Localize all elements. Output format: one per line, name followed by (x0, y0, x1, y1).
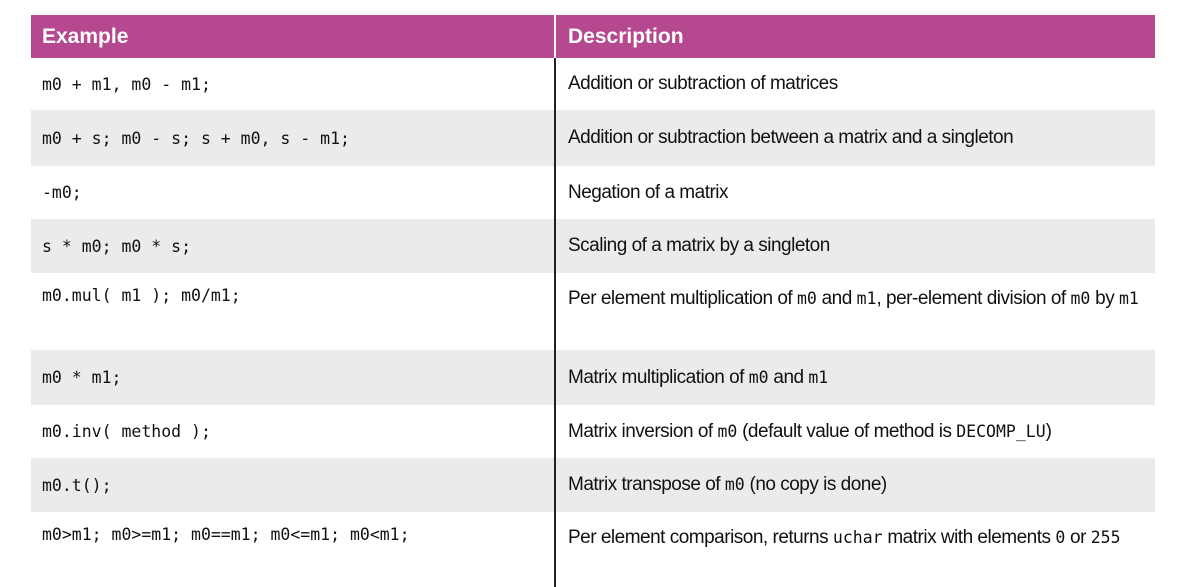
example-cell: m0.inv( method ); (42, 422, 211, 441)
description-text: Per element multiplication of (568, 288, 797, 309)
inline-code: 0 (1055, 528, 1066, 547)
inline-code: m1 (856, 289, 877, 308)
description-text: by (1090, 288, 1119, 309)
description-cell: Negation of a matrix (554, 166, 1155, 219)
example-cell: m0.mul( m1 ); m0/m1; (42, 286, 241, 305)
description-cell (554, 273, 1155, 350)
matrix-operations-table (31, 15, 1155, 587)
inline-code: 255 (1090, 528, 1121, 547)
example-cell: m0 * m1; (42, 368, 122, 387)
inline-code: m0 (796, 289, 817, 308)
description-cell (554, 405, 1155, 458)
inline-code: m1 (808, 367, 829, 387)
description-text: ) (1045, 420, 1052, 442)
description-text: Matrix transpose of (568, 474, 725, 495)
example-cell: s * m0; m0 * s; (42, 236, 192, 256)
table-row (31, 110, 1155, 166)
inline-code: uchar (832, 528, 883, 547)
table-row (31, 458, 1155, 512)
example-cell: m0.t(); (42, 475, 112, 495)
description-cell: Addition or subtraction of matrices (554, 58, 1155, 110)
description-cell (554, 350, 1155, 405)
description-text: Matrix inversion of (568, 420, 718, 442)
description-text: or (1065, 527, 1091, 548)
description-text: , per-element division of (876, 288, 1071, 309)
description-cell (554, 458, 1155, 512)
table-row (31, 273, 1155, 350)
table-row (31, 166, 1155, 219)
example-cell: m0 + m1, m0 - m1; (42, 74, 211, 94)
description-cell: Scaling of a matrix by a singleton (554, 219, 1155, 273)
example-cell: m0 + s; m0 - s; s + m0, s - m1; (42, 128, 350, 148)
description-text: Per element comparison, returns (568, 527, 833, 548)
description-text: and (768, 366, 809, 388)
table-row (31, 58, 1155, 110)
description-text: Matrix multiplication of (568, 366, 749, 388)
table-row (31, 350, 1155, 405)
description-cell (554, 512, 1155, 587)
header-example: Example (42, 24, 129, 48)
table-row (31, 219, 1155, 273)
description-text: (no copy is done) (744, 474, 887, 495)
table-row (31, 512, 1155, 587)
description-text: (default value of method is (737, 420, 957, 442)
inline-code: DECOMP_LU (956, 421, 1046, 441)
description-text: matrix with elements (882, 527, 1056, 548)
table-header (31, 15, 1155, 58)
description-cell: Addition or subtraction between a matrix and a singleton (554, 110, 1155, 166)
example-cell: m0>m1; m0>=m1; m0==m1; m0<=m1; m0<m1; (42, 525, 410, 544)
inline-code: m0 (717, 421, 738, 441)
inline-code: m0 (748, 367, 769, 387)
table-row (31, 405, 1155, 458)
example-cell: -m0; (42, 183, 82, 202)
header-description: Description (554, 15, 1155, 58)
inline-code: m0 (724, 475, 745, 494)
description-text: and (816, 288, 857, 309)
inline-code: m0 (1070, 289, 1091, 308)
inline-code: m1 (1118, 289, 1139, 308)
